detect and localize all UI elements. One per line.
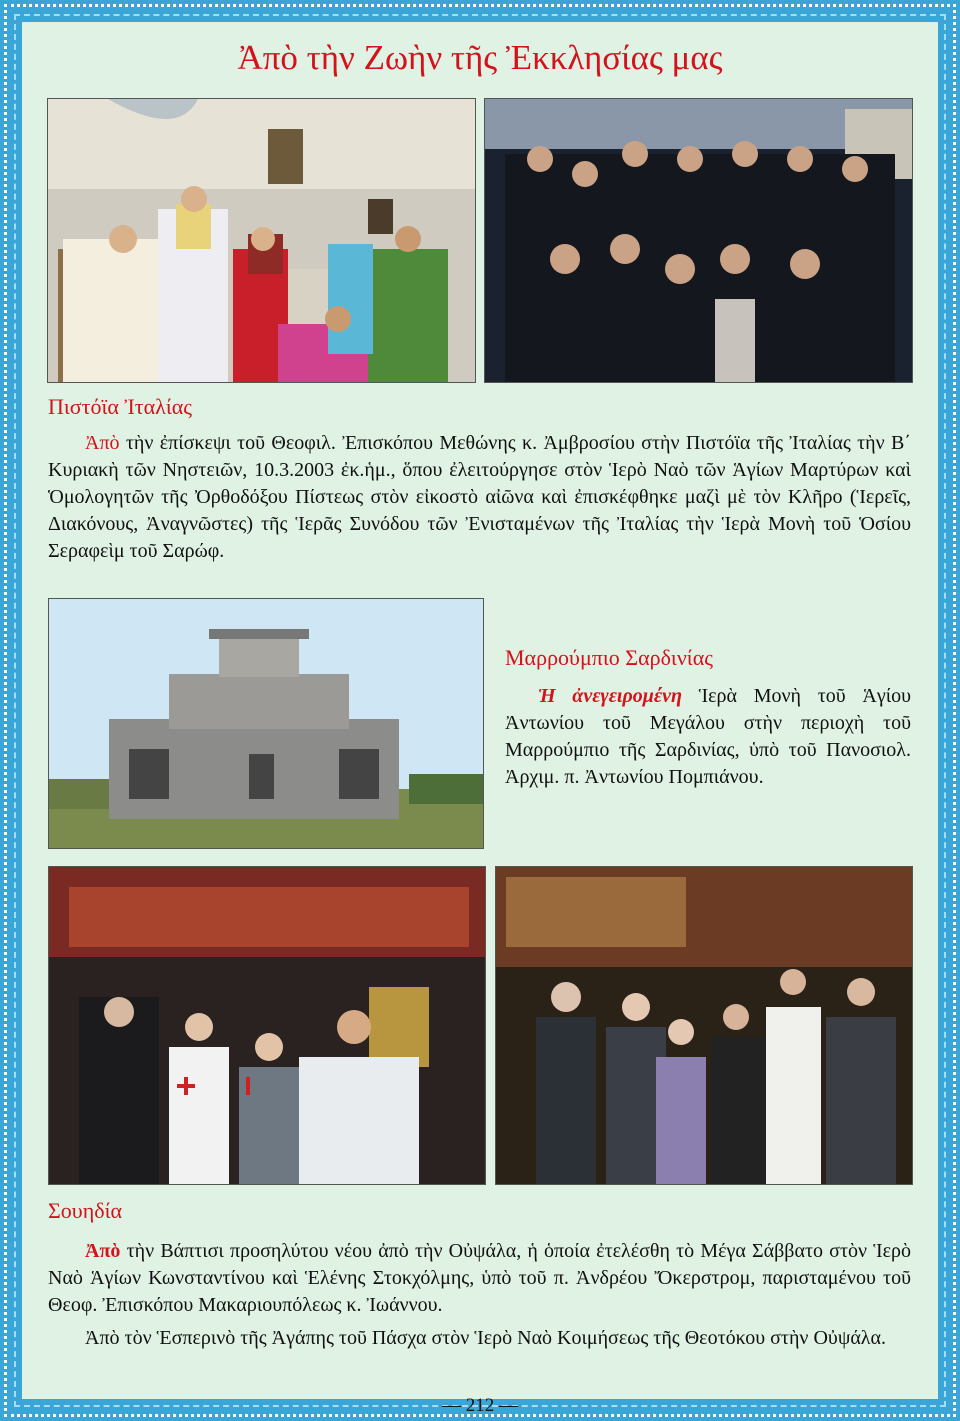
- photo-vespers-group: [495, 866, 913, 1185]
- photo-baptism-group: [48, 866, 486, 1185]
- page-number: — 212 —: [442, 1395, 518, 1416]
- photo-clergy-group: [484, 98, 913, 383]
- page-title: Ἀπὸ τὴν Ζωὴν τῆς Ἐκκλησίας μας: [237, 38, 723, 77]
- sardinia-paragraph: [505, 683, 911, 791]
- sweden-paragraph-1: [48, 1238, 911, 1319]
- italy-heading: Πιστόϊα Ἰταλίας: [48, 394, 192, 419]
- italy-paragraph: [48, 430, 911, 565]
- italy-lead: Ἀπὸ: [85, 432, 120, 454]
- sardinia-text: Ἱερὰ Μονὴ τοῦ Ἁγίου Ἀντωνίου τοῦ Μεγάλου στὴν περιοχὴ τοῦ Μαρρούμπιο τῆς Σαρδινίας, ὑπὸ τοῦ Πανοσιολ. Ἀρχιμ. π. Ἀντωνίου Πομπιάνου.: [505, 685, 912, 788]
- photo-liturgy-pistoia: [47, 98, 476, 383]
- italy-text: τὴν ἐπίσκεψι τοῦ Θεοφιλ. Ἐπισκόπου Μεθώνης κ. Ἀμβροσίου στὴν Πιστόϊα τῆς Ἰταλίας τὴν Β΄ Κυριακὴ τῶν Νηστειῶν, 10.3.2003 ἐκ.ἡμ., ὅπου ἐλειτούργησε στὸν Ἱερὸ Ναὸ τῶν Ἁγίων Μαρτύρων καὶ Ὁμολογητῶν τῆς Ὀρθοδόξου Πίστεως στὸν εἰκοστὸ αἰῶνα καὶ ἐπισκέφθηκε μαζὶ μὲ τὸν Κλῆρο (Ἱερεῖς, Διακόνους, Ἀναγνῶστες) τῆς Ἱερᾶς Συνόδου τῶν Ἐνισταμένων τῆς Ἰταλίας τὴν Ἱερὰ Μονὴ τοῦ Ὁσίου Σεραφεὶμ τοῦ Σαρώφ.: [48, 432, 912, 562]
- sweden-paragraph-2: Ἀπὸ τὸν Ἑσπερινὸ τῆς Ἀγάπης τοῦ Πάσχα στὸν Ἱερὸ Ναὸ Κοιμήσεως τῆς Θεοτόκου στὴν Οὐψάλα.: [85, 1327, 886, 1349]
- sweden-lead: Ἀπὸ: [85, 1240, 121, 1262]
- sardinia-lead: Ἡ ἀνεγειρομένη: [538, 685, 682, 707]
- sardinia-heading: Μαρρούμπιο Σαρδινίας: [505, 645, 713, 670]
- photo-monastery-construction: [48, 598, 484, 849]
- sweden-text-1: τὴν Βάπτισι προσηλύτου νέου ἀπὸ τὴν Οὐψάλα, ἡ ὁποία ἐτελέσθη τὸ Μέγα Σάββατο στὸν Ἱερὸ Ναὸ Ἁγίων Κωνσταντίνου καὶ Ἑλένης Στοκχόλμης, ὑπὸ τοῦ π. Ἀνδρέου Ὄκερστρομ, παρισταμένου τοῦ Θεοφ. Ἐπισκόπου Μακαριουπόλεως κ. Ἰωάννου.: [48, 1240, 912, 1316]
- sweden-heading: Σουηδία: [48, 1198, 123, 1223]
